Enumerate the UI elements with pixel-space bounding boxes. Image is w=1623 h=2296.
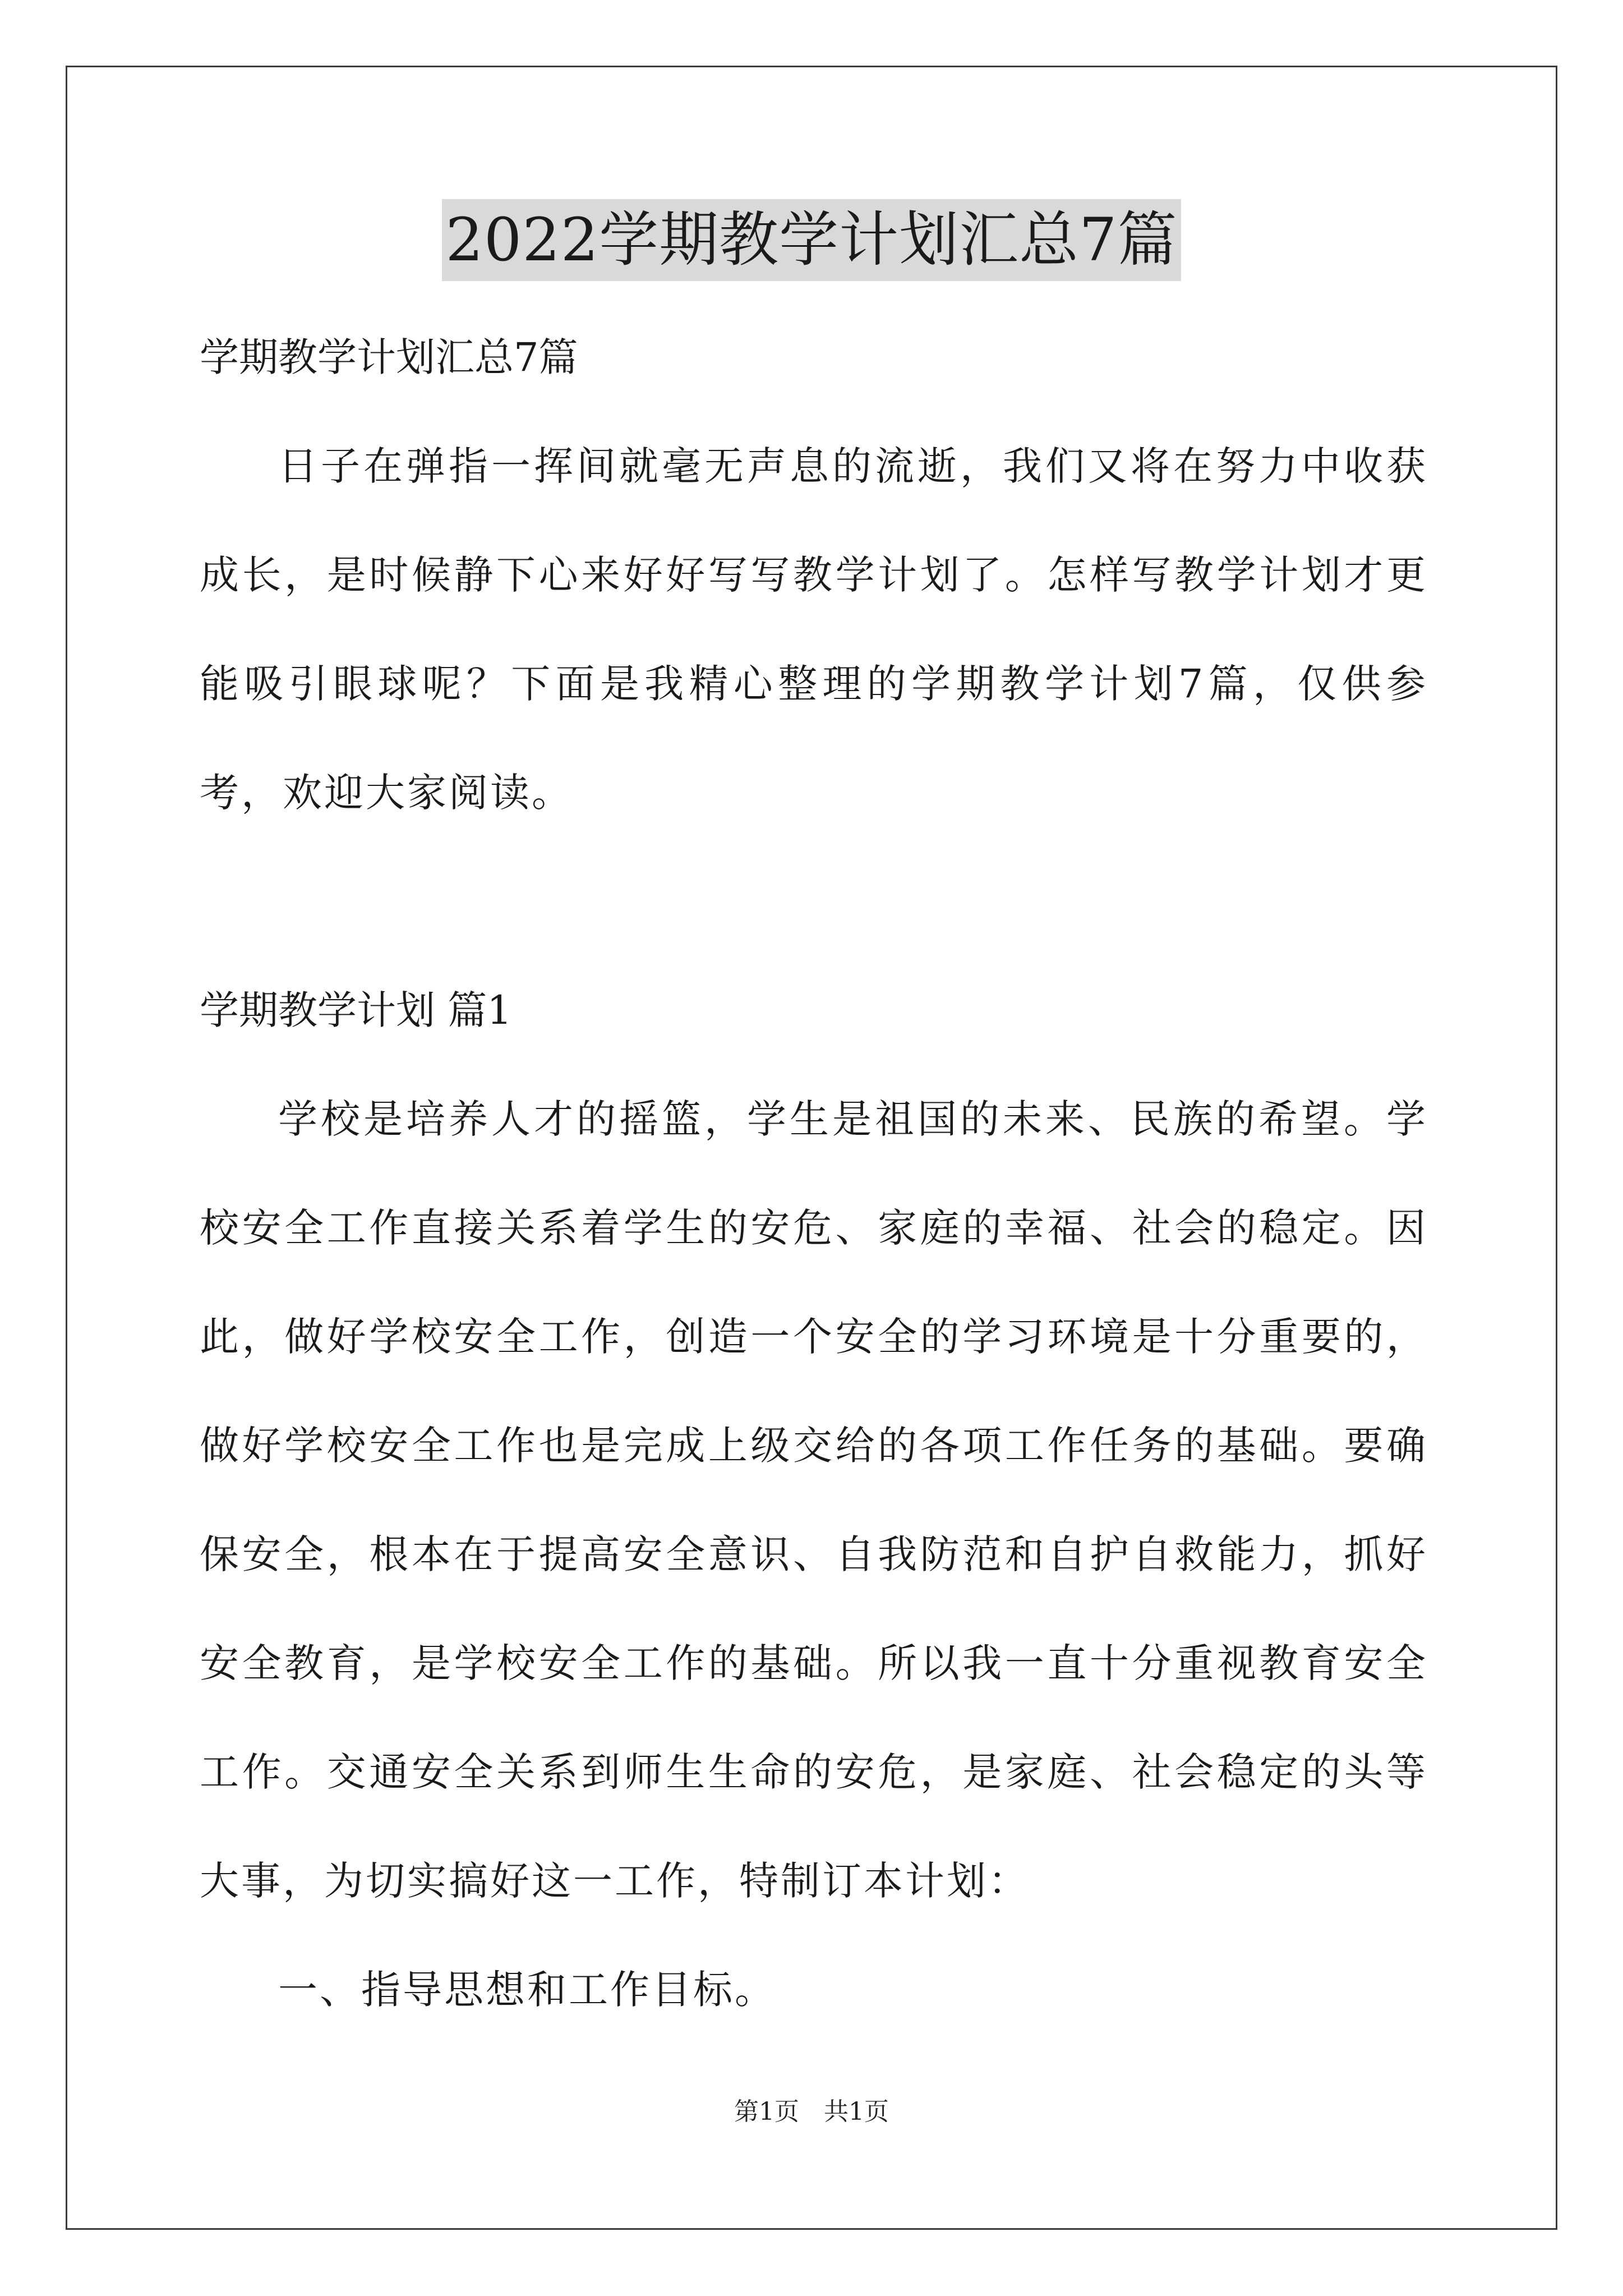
section-paragraph: 学校是培养人才的摇篮，学生是祖国的未来、民族的希望。学校安全工作直接关系着学生的安危、家庭的幸福、社会的稳定。因此，做好学校安全工作，创造一个安全的学习环境是十分重要的，做好学校安全工作也是完成上级交给的各项工作任务的基础。要确保安全，根本在于提高安全意识、自我防范和自护自救能力，抓好安全教育，是学校安全工作的基础。所以我一直十分重视教育安全工作。交通安全关系到师生生命的安危，是家庭、社会稳定的头等大事，为切实搞好这一工作，特制订本计划： xyxy=(200,1096,1428,1904)
point-heading: 一、指导思想和工作目标。 xyxy=(278,1967,776,2013)
intro-paragraph: 日子在弹指一挥间就毫无声息的流逝，我们又将在努力中收获成长，是时候静下心来好好写写教学计划了。怎样写教学计划才更能吸引眼球呢？下面是我精心整理的学期教学计划7篇，仅供参考，欢迎大家阅读。 xyxy=(200,443,1428,816)
page-footer: 第1页 共1页 xyxy=(734,2097,889,2126)
paragraph-gap xyxy=(200,847,1428,956)
section-heading: 学期教学计划 篇1 xyxy=(200,987,512,1033)
document-subtitle: 学期教学计划汇总7篇 xyxy=(200,334,578,380)
document-body xyxy=(200,303,1428,2044)
document-title: 2022学期教学计划汇总7篇 xyxy=(442,199,1181,281)
title-container xyxy=(0,199,1623,281)
